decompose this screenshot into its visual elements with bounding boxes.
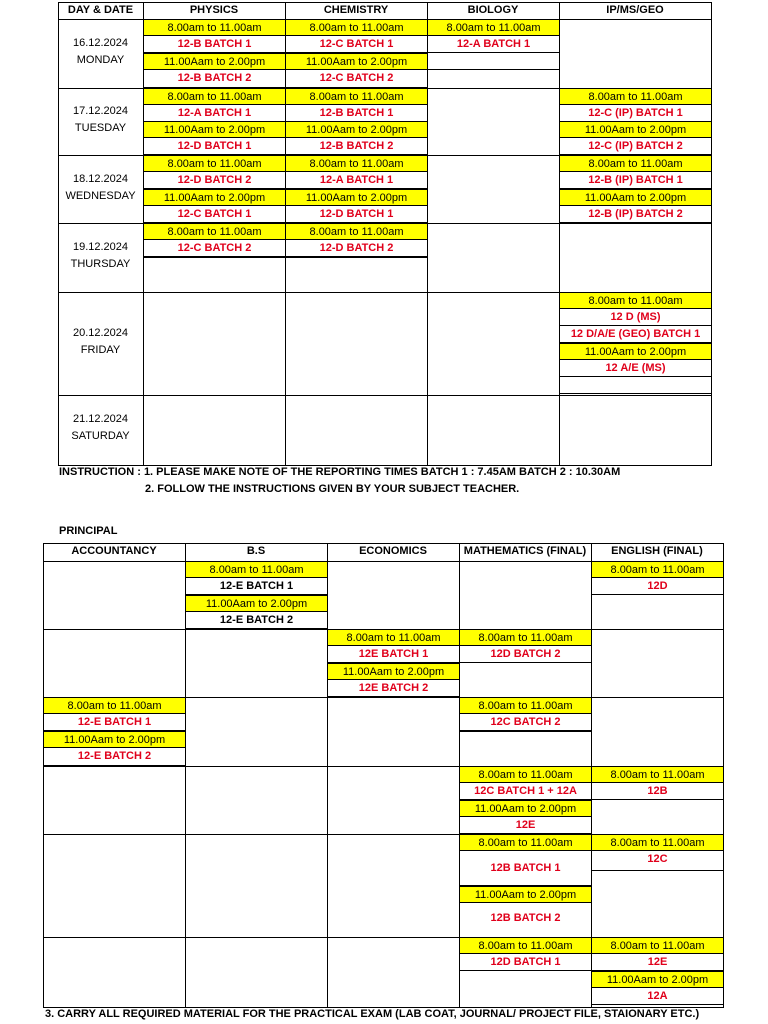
header-accountancy: ACCOUNTANCY (71, 545, 157, 557)
batch-label: 12-B BATCH 1 (285, 105, 428, 122)
batch-label: 12E (591, 954, 724, 971)
batch-label: 12-B BATCH 2 (285, 138, 428, 155)
time-slot: 11.00Aam to 2.00pm (285, 121, 428, 138)
batch-label: 12-A BATCH 1 (285, 172, 428, 189)
day-cell (58, 103, 143, 137)
time-slot: 11.00Aam to 2.00pm (185, 595, 328, 612)
batch-label: 12B BATCH 2 (459, 903, 592, 938)
batch-label: 12 D (MS) (559, 309, 712, 326)
batch-label: 12B (591, 783, 724, 800)
time-slot: 8.00am to 11.00am (591, 561, 724, 578)
batch-label: 12-E BATCH 1 (43, 714, 186, 731)
header-english: ENGLISH (FINAL) (611, 545, 703, 557)
day-cell (58, 411, 143, 445)
time-slot: 8.00am to 11.00am (591, 937, 724, 954)
time-slot: 11.00Aam to 2.00pm (327, 663, 460, 680)
time-slot: 8.00am to 11.00am (459, 937, 592, 954)
empty-slot (559, 377, 712, 394)
batch-label: 12 D/A/E (GEO) BATCH 1 (559, 326, 712, 343)
instruction-line-3: 3. CARRY ALL REQUIRED MATERIAL FOR THE PRACTICAL EXAM (LAB COAT, JOURNAL/ PROJECT FILE, STAIONARY ETC.) (45, 1008, 700, 1020)
time-slot: 8.00am to 11.00am (185, 561, 328, 578)
batch-label: 12-B (IP) BATCH 1 (559, 172, 712, 189)
batch-label: 12D BATCH 1 (459, 954, 592, 971)
batch-label: 12-A BATCH 1 (143, 105, 286, 122)
batch-label: 12C BATCH 2 (459, 714, 592, 731)
time-slot: 8.00am to 11.00am (285, 88, 428, 105)
header-economics: ECONOMICS (359, 545, 427, 557)
time-slot: 8.00am to 11.00am (591, 834, 724, 851)
batch-label: 12E BATCH 1 (327, 646, 460, 663)
time-slot: 8.00am to 11.00am (427, 19, 560, 36)
batch-label: 12-C (IP) BATCH 2 (559, 138, 712, 155)
batch-label: 12E BATCH 2 (327, 680, 460, 697)
header-bs: B.S (246, 545, 266, 557)
batch-label: 12-D BATCH 2 (285, 240, 428, 257)
time-slot: 11.00Aam to 2.00pm (459, 800, 592, 817)
time-slot: 8.00am to 11.00am (143, 88, 286, 105)
batch-label: 12-D BATCH 1 (143, 138, 286, 155)
batch-label: 12 A/E (MS) (559, 360, 712, 377)
time-slot: 11.00Aam to 2.00pm (143, 53, 286, 70)
principal-label: PRINCIPAL (59, 525, 118, 537)
time-slot: 11.00Aam to 2.00pm (459, 886, 592, 903)
batch-label: 12-B BATCH 2 (143, 70, 286, 88)
instruction-line-1: INSTRUCTION : 1. PLEASE MAKE NOTE OF THE REPORTING TIMES BATCH 1 : 7.45AM BATCH 2 : 10.30AM (59, 466, 621, 478)
batch-label: 12-D BATCH 2 (143, 172, 286, 189)
batch-label: 12D (591, 578, 724, 595)
time-slot: 11.00Aam to 2.00pm (559, 189, 712, 206)
batch-label: 12-E BATCH 1 (185, 578, 328, 595)
time-slot: 11.00Aam to 2.00pm (43, 731, 186, 748)
weekday-text: FRIDAY (80, 344, 121, 356)
time-slot: 8.00am to 11.00am (459, 834, 592, 851)
time-slot: 8.00am to 11.00am (43, 697, 186, 714)
time-slot: 8.00am to 11.00am (143, 223, 286, 240)
batch-label: 12-B (IP) BATCH 2 (559, 206, 712, 223)
empty-slot (285, 257, 428, 258)
batch-label: 12-C BATCH 1 (285, 36, 428, 53)
batch-label: 12-E BATCH 2 (43, 748, 186, 766)
date-text: 17.12.2024 (72, 105, 129, 117)
batch-label: 12B BATCH 1 (459, 851, 592, 886)
header-ip-ms-geo: IP/MS/GEO (606, 4, 664, 16)
batch-label: 12-C BATCH 2 (143, 240, 286, 257)
header-biology: BIOLOGY (467, 4, 519, 16)
date-text: 21.12.2024 (72, 413, 129, 425)
weekday-text: WEDNESDAY (65, 190, 136, 202)
date-text: 16.12.2024 (72, 37, 129, 49)
day-cell (58, 239, 143, 273)
time-slot: 8.00am to 11.00am (559, 292, 712, 309)
time-slot: 8.00am to 11.00am (285, 155, 428, 172)
header-chemistry: CHEMISTRY (323, 4, 389, 16)
time-slot: 8.00am to 11.00am (459, 697, 592, 714)
batch-label: 12D BATCH 2 (459, 646, 592, 663)
time-slot: 11.00Aam to 2.00pm (285, 189, 428, 206)
batch-label: 12-C (IP) BATCH 1 (559, 105, 712, 122)
time-slot: 8.00am to 11.00am (459, 629, 592, 646)
weekday-text: THURSDAY (70, 258, 131, 270)
header-physics: PHYSICS (189, 4, 239, 16)
batch-label: 12-A BATCH 1 (427, 36, 560, 53)
batch-label: 12-B BATCH 1 (143, 36, 286, 53)
batch-label: 12C (591, 851, 724, 871)
time-slot: 8.00am to 11.00am (559, 88, 712, 105)
time-slot: 11.00Aam to 2.00pm (143, 121, 286, 138)
day-cell (58, 35, 143, 69)
empty-slot (143, 257, 286, 258)
time-slot: 8.00am to 11.00am (559, 155, 712, 172)
time-slot: 8.00am to 11.00am (285, 19, 428, 36)
time-slot: 8.00am to 11.00am (459, 766, 592, 783)
time-slot: 11.00Aam to 2.00pm (559, 343, 712, 360)
batch-label: 12E (459, 817, 592, 834)
weekday-text: MONDAY (76, 54, 125, 66)
batch-label: 12C BATCH 1 + 12A (459, 783, 592, 800)
weekday-text: TUESDAY (74, 122, 127, 134)
empty-slot (427, 53, 560, 70)
time-slot: 8.00am to 11.00am (591, 766, 724, 783)
time-slot: 8.00am to 11.00am (285, 223, 428, 240)
time-slot: 11.00Aam to 2.00pm (285, 53, 428, 70)
batch-label: 12-E BATCH 2 (185, 612, 328, 629)
batch-label: 12-C BATCH 1 (143, 206, 286, 223)
day-cell (58, 171, 143, 205)
date-text: 18.12.2024 (72, 173, 129, 185)
weekday-text: SATURDAY (71, 430, 130, 442)
date-text: 20.12.2024 (72, 327, 129, 339)
batch-label: 12A (591, 988, 724, 1005)
empty-slot (459, 731, 592, 732)
time-slot: 11.00Aam to 2.00pm (143, 189, 286, 206)
time-slot: 11.00Aam to 2.00pm (591, 971, 724, 988)
time-slot: 11.00Aam to 2.00pm (559, 121, 712, 138)
batch-label: 12-C BATCH 2 (285, 70, 428, 88)
header-mathematics: MATHEMATICS (FINAL) (463, 545, 587, 557)
instruction-line-2: 2. FOLLOW THE INSTRUCTIONS GIVEN BY YOUR SUBJECT TEACHER. (145, 483, 520, 495)
time-slot: 8.00am to 11.00am (143, 19, 286, 36)
time-slot: 8.00am to 11.00am (143, 155, 286, 172)
time-slot: 8.00am to 11.00am (327, 629, 460, 646)
date-text: 19.12.2024 (72, 241, 129, 253)
day-cell (58, 325, 143, 359)
header-day-date: DAY & DATE (67, 4, 134, 16)
batch-label: 12-D BATCH 1 (285, 206, 428, 223)
